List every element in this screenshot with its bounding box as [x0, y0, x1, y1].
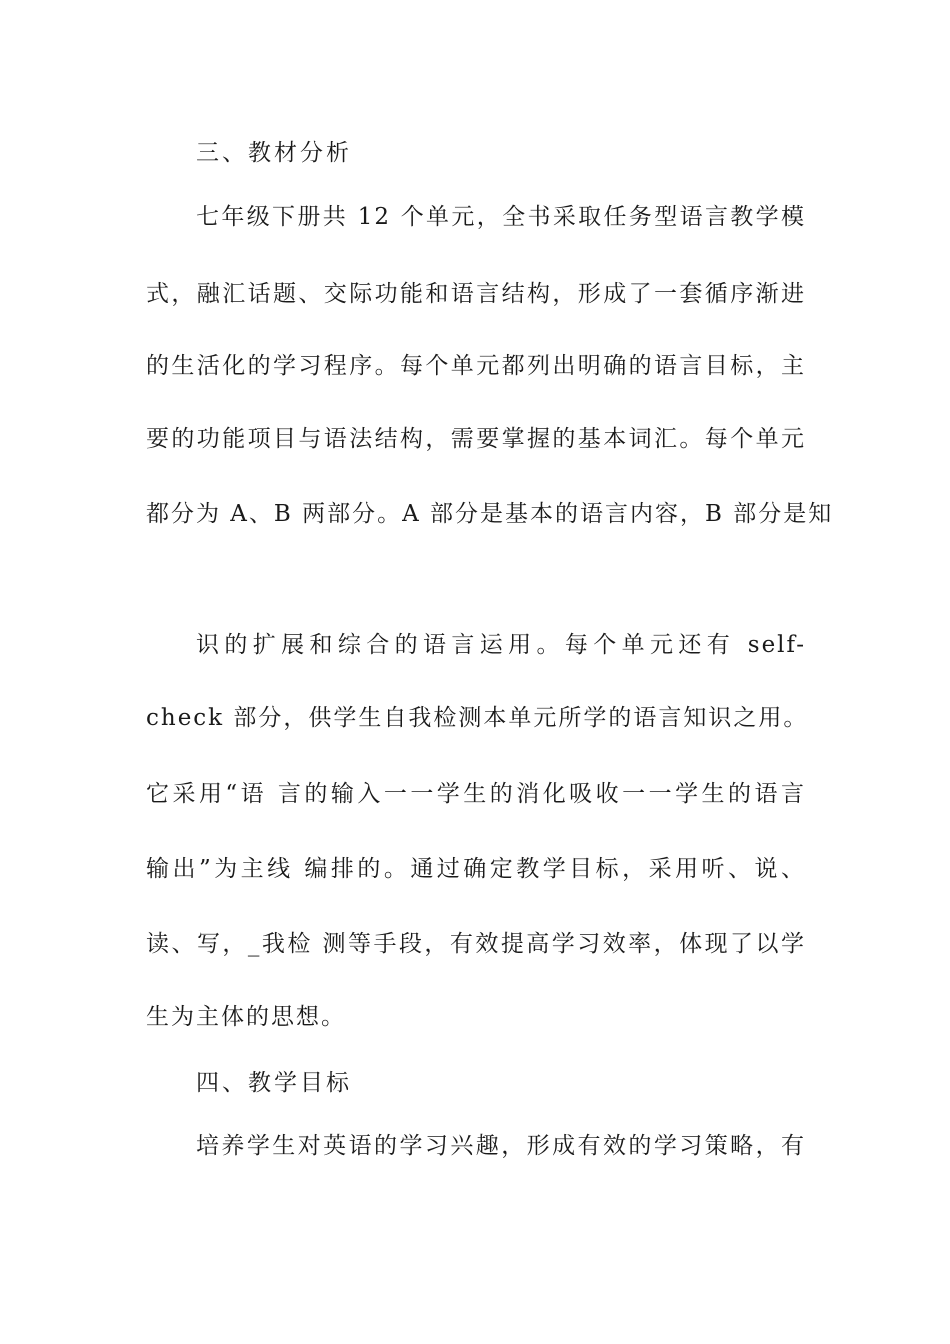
paragraph-line: 它采用“语 言的输入一一学生的消化吸收一一学生的语言 [146, 781, 806, 807]
paragraph-line: 生为主体的思想。 [146, 1004, 346, 1030]
paragraph-line: 培养学生对英语的学习兴趣，形成有效的学习策略，有 [196, 1133, 806, 1159]
paragraph-line: 的生活化的学习程序。每个单元都列出明确的语言目标，主 [146, 353, 806, 379]
paragraph-line: 识的扩展和综合的语言运用。每个单元还有 self- [196, 632, 806, 658]
paragraph-line: check 部分，供学生自我检测本单元所学的语言知识之用。 [146, 705, 809, 731]
paragraph-line: 输出”为主线 编排的。通过确定教学目标，采用听、说、 [146, 856, 806, 882]
section-heading-materials-analysis: 三、教材分析 [196, 140, 352, 166]
paragraph-line: 都分为 A、B 两部分。A 部分是基本的语言内容，B 部分是知 [146, 501, 834, 527]
paragraph-line: 式，融汇话题、交际功能和语言结构，形成了一套循序渐进 [146, 281, 806, 307]
paragraph-line: 要的功能项目与语法结构，需要掌握的基本词汇。每个单元 [146, 426, 806, 452]
paragraph-line: 七年级下册共 12 个单元，全书采取任务型语言教学模 [196, 204, 806, 230]
paragraph-line: 读、写，_我检 测等手段，有效提高学习效率，体现了以学 [146, 931, 806, 957]
section-heading-teaching-objectives: 四、教学目标 [196, 1070, 352, 1096]
